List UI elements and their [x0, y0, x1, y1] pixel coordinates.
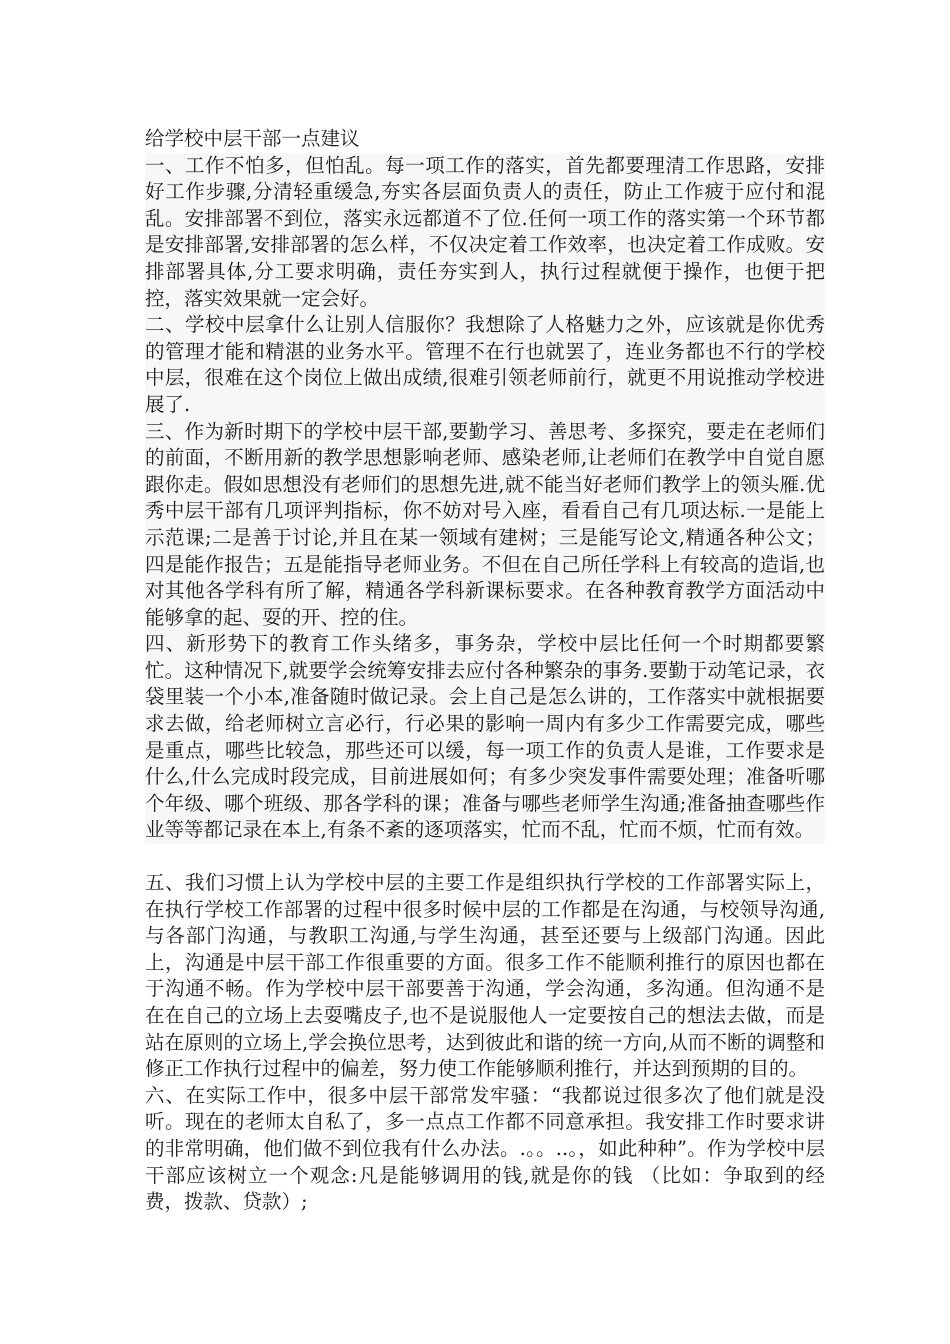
paragraph-4: 四、新形势下的教育工作头绪多，事务杂，学校中层比任何一个时期都要繁忙。这种情况下,就要学会统筹安排去应付各种繁杂的事务.要勤于动笔记录，衣袋里装一个小本,准备随时做记录。会上自己是怎么讲的，工作落实中就根据要求去做，给老师树立言必行，行必果的影响一周内有多少工作需要完成，哪些是重点，哪些比较急，那些还可以缓，每一项工作的负责人是谁，工作要求是什么,什么完成时段完成，目前进展如何；有多少突发事件需要处理；准备听哪个年级、哪个班级、那各学科的课；准备与哪些老师学生沟通;准备抽查哪些作业等等都记录在本上,有条不紊的逐项落实，忙而不乱，忙而不烦，忙而有效。 — [145, 631, 825, 844]
document-body — [145, 126, 825, 1216]
paragraph-5: 五、我们习惯上认为学校中层的主要工作是组织执行学校的工作部署实际上，在执行学校工作部署的过程中很多时候中层的工作都是在沟通，与校领导沟通,与各部门沟通，与教职工沟通,与学生沟通，甚至还要与上级部门沟通。因此上，沟通是中层干部工作很重要的方面。很多工作不能顺利推行的原因也都在于沟通不畅。作为学校中层干部要善于沟通，学会沟通，多沟通。但沟通不是在在自己的立场上去耍嘴皮子,也不是说服他人一定要按自己的想法去做，而是站在原则的立场上,学会换位思考，达到彼此和谐的统一方向,从而不断的调整和修正工作执行过程中的偏差，努力使工作能够顺利推行，并达到预期的目的。 — [145, 871, 825, 1081]
paragraph-1: 一、工作不怕多，但怕乱。每一项工作的落实，首先都要理清工作思路，安排好工作步骤,分清轻重缓急,夯实各层面负责人的责任，防止工作疲于应付和混乱。安排部署不到位，落实永远都道不了位.任何一项工作的落实第一个环节都是安排部署,安排部署的怎么样，不仅决定着工作效率，也决定着工作成败。安排部署具体,分工要求明确，责任夯实到人，执行过程就便于操作，也便于把控，落实效果就一定会好。 — [145, 153, 825, 313]
document-title: 给学校中层干部一点建议 — [145, 127, 360, 150]
paragraph-gap — [145, 844, 825, 870]
paragraph-6: 六、在实际工作中，很多中层干部常发牢骚：“我都说过很多次了他们就是没听。现在的老师太自私了，多一点点工作都不同意承担。我安排工作时要求讲的非常明确，他们做不到位我有什么办法。.。。..。，如此种种”。作为学校中层干部应该树立一个观念:凡是能够调用的钱,就是你的钱 （比如：争取到的经费，拨款、贷款）; — [145, 1083, 825, 1214]
paragraph-3: 三、作为新时期下的学校中层干部,要勤学习、善思考、多探究，要走在老师们的前面，不断用新的教学思想影响老师、感染老师,让老师们在教学中自觉自愿跟你走。假如思想没有老师们的思想先进,就不能当好老师们教学上的领头雁.优秀中层干部有几项评判指标，你不妨对号入座，看看自己有几项达标.一是能上示范课;二是善于讨论,并且在某一领域有建树；三是能写论文,精通各种公文；四是能作报告；五是能指导老师业务。不但在自己所任学科上有较高的造诣,也对其他各学科有所了解，精通各学科新课标要求。在各种教育教学方面活动中能够拿的起、耍的开、控的住。 — [145, 419, 825, 632]
paragraph-2: 二、学校中层拿什么让别人信服你？我想除了人格魅力之外，应该就是你优秀的管理才能和精湛的业务水平。管理不在行也就罢了，连业务都也不行的学校中层，很难在这个岗位上做出成绩,很难引领老师前行，就更不用说推动学校进展了. — [145, 312, 825, 418]
